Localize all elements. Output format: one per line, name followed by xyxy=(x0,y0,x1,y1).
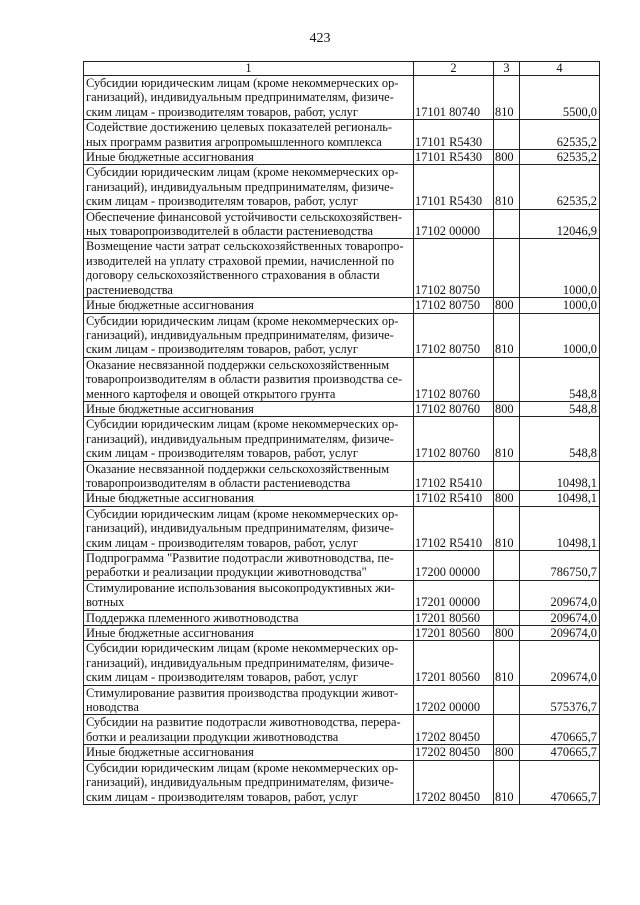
row-type: 800 xyxy=(494,298,520,313)
row-type xyxy=(494,715,520,745)
row-code: 17102 R5410 xyxy=(414,506,494,550)
table-row xyxy=(84,551,600,581)
row-name: Субсидии юридическим лицам (кроме некоммерческих ор- ганизаций), индивидуальным предпринимателям, физиче- ским лицам - производителям товаров, работ, услуг xyxy=(84,641,414,685)
table-row xyxy=(84,745,600,760)
row-code: 17101 R5430 xyxy=(414,165,494,209)
row-amount: 209674,0 xyxy=(520,610,600,625)
table-body xyxy=(84,76,600,805)
row-name: Содействие достижению целевых показателей региональ- ных программ развития агропромышленного комплекса xyxy=(84,120,414,150)
row-amount: 548,8 xyxy=(520,417,600,461)
row-code: 17201 00000 xyxy=(414,580,494,610)
table-row xyxy=(84,76,600,120)
table-row xyxy=(84,641,600,685)
row-amount: 62535,2 xyxy=(520,120,600,150)
table-row xyxy=(84,165,600,209)
row-amount: 470665,7 xyxy=(520,760,600,804)
table-row xyxy=(84,313,600,357)
table-row xyxy=(84,401,600,416)
row-amount: 209674,0 xyxy=(520,641,600,685)
row-name: Стимулирование развития производства продукции живот- новодства xyxy=(84,685,414,715)
row-type xyxy=(494,551,520,581)
table-row xyxy=(84,298,600,313)
row-name: Субсидии юридическим лицам (кроме некоммерческих ор- ганизаций), индивидуальным предпринимателям, физиче- ским лицам - производителям товаров, работ, услуг xyxy=(84,165,414,209)
table-row xyxy=(84,580,600,610)
row-code: 17102 80760 xyxy=(414,417,494,461)
row-code: 17101 R5430 xyxy=(414,120,494,150)
row-code: 17102 80760 xyxy=(414,357,494,401)
row-name: Субсидии юридическим лицам (кроме некоммерческих ор- ганизаций), индивидуальным предпринимателям, физиче- ским лицам - производителям товаров, работ, услуг xyxy=(84,76,414,120)
row-code: 17102 R5410 xyxy=(414,491,494,506)
row-type xyxy=(494,239,520,298)
row-code: 17201 80560 xyxy=(414,626,494,641)
row-type xyxy=(494,209,520,239)
row-name: Иные бюджетные ассигнования xyxy=(84,150,414,165)
row-code: 17102 00000 xyxy=(414,209,494,239)
table-row xyxy=(84,120,600,150)
row-amount: 470665,7 xyxy=(520,715,600,745)
row-type: 800 xyxy=(494,150,520,165)
column-header-4: 4 xyxy=(520,62,600,76)
row-type: 810 xyxy=(494,417,520,461)
row-code: 17202 00000 xyxy=(414,685,494,715)
budget-table xyxy=(83,61,600,805)
page-number: 423 xyxy=(309,31,331,46)
row-type xyxy=(494,580,520,610)
row-type xyxy=(494,120,520,150)
table-row xyxy=(84,506,600,550)
row-type: 810 xyxy=(494,641,520,685)
table-row xyxy=(84,610,600,625)
row-name: Иные бюджетные ассигнования xyxy=(84,626,414,641)
row-amount: 5500,0 xyxy=(520,76,600,120)
row-name: Иные бюджетные ассигнования xyxy=(84,298,414,313)
row-amount: 548,8 xyxy=(520,401,600,416)
row-name: Иные бюджетные ассигнования xyxy=(84,491,414,506)
row-amount: 786750,7 xyxy=(520,551,600,581)
table-row xyxy=(84,357,600,401)
row-amount: 10498,1 xyxy=(520,506,600,550)
row-name: Субсидии юридическим лицам (кроме некоммерческих ор- ганизаций), индивидуальным предпринимателям, физиче- ским лицам - производителям товаров, работ, услуг xyxy=(84,417,414,461)
column-header-2: 2 xyxy=(414,62,494,76)
row-code: 17200 00000 xyxy=(414,551,494,581)
row-code: 17101 R5430 xyxy=(414,150,494,165)
row-amount: 470665,7 xyxy=(520,745,600,760)
row-name: Оказание несвязанной поддержки сельскохозяйственным товаропроизводителям в области растениеводства xyxy=(84,461,414,491)
table-row xyxy=(84,239,600,298)
row-amount: 62535,2 xyxy=(520,165,600,209)
row-amount: 1000,0 xyxy=(520,239,600,298)
row-type xyxy=(494,461,520,491)
table-row xyxy=(84,715,600,745)
table-row xyxy=(84,209,600,239)
row-code: 17102 80750 xyxy=(414,239,494,298)
table-row xyxy=(84,626,600,641)
row-type xyxy=(494,357,520,401)
row-amount: 10498,1 xyxy=(520,491,600,506)
row-amount: 548,8 xyxy=(520,357,600,401)
row-code: 17201 80560 xyxy=(414,610,494,625)
table-row xyxy=(84,150,600,165)
row-code: 17202 80450 xyxy=(414,760,494,804)
table-row xyxy=(84,685,600,715)
row-name: Субсидии юридическим лицам (кроме некоммерческих ор- ганизаций), индивидуальным предпринимателям, физиче- ским лицам - производителям товаров, работ, услуг xyxy=(84,313,414,357)
row-name: Обеспечение финансовой устойчивости сельскохозяйствен- ных товаропроизводителей в области растениеводства xyxy=(84,209,414,239)
table-row xyxy=(84,417,600,461)
row-type: 810 xyxy=(494,313,520,357)
column-header-3: 3 xyxy=(494,62,520,76)
row-type: 810 xyxy=(494,506,520,550)
table-row xyxy=(84,461,600,491)
row-type xyxy=(494,685,520,715)
row-amount: 62535,2 xyxy=(520,150,600,165)
row-amount: 209674,0 xyxy=(520,580,600,610)
row-amount: 1000,0 xyxy=(520,298,600,313)
row-name: Подпрограмма "Развитие подотрасли животноводства, пе- реработки и реализации продукции животноводства" xyxy=(84,551,414,581)
table-row xyxy=(84,760,600,804)
row-type: 810 xyxy=(494,760,520,804)
row-name: Субсидии юридическим лицам (кроме некоммерческих ор- ганизаций), индивидуальным предпринимателям, физиче- ским лицам - производителям товаров, работ, услуг xyxy=(84,506,414,550)
row-type: 800 xyxy=(494,745,520,760)
row-name: Иные бюджетные ассигнования xyxy=(84,401,414,416)
row-type: 810 xyxy=(494,165,520,209)
row-name: Субсидии на развитие подотрасли животноводства, перера- ботки и реализации продукции животноводства xyxy=(84,715,414,745)
row-code: 17202 80450 xyxy=(414,715,494,745)
row-amount: 209674,0 xyxy=(520,626,600,641)
row-name: Поддержка племенного животноводства xyxy=(84,610,414,625)
row-code: 17202 80450 xyxy=(414,745,494,760)
row-code: 17101 80740 xyxy=(414,76,494,120)
row-type: 810 xyxy=(494,76,520,120)
row-name: Возмещение части затрат сельскохозяйственных товаропро- изводителей на уплату страховой премии, начисленной по договору сельскохозяйственного страхования в области растениеводства xyxy=(84,239,414,298)
row-amount: 12046,9 xyxy=(520,209,600,239)
row-name: Стимулирование использования высокопродуктивных жи- вотных xyxy=(84,580,414,610)
row-code: 17102 80750 xyxy=(414,313,494,357)
row-amount: 10498,1 xyxy=(520,461,600,491)
row-type xyxy=(494,610,520,625)
row-code: 17201 80560 xyxy=(414,641,494,685)
row-type: 800 xyxy=(494,401,520,416)
row-name: Оказание несвязанной поддержки сельскохозяйственным товаропроизводителям в области развития производства се- менного картофеля и овощей открытого грунта xyxy=(84,357,414,401)
row-code: 17102 80750 xyxy=(414,298,494,313)
row-name: Субсидии юридическим лицам (кроме некоммерческих ор- ганизаций), индивидуальным предпринимателям, физиче- ским лицам - производителям товаров, работ, услуг xyxy=(84,760,414,804)
row-amount: 1000,0 xyxy=(520,313,600,357)
row-type: 800 xyxy=(494,491,520,506)
row-code: 17102 80760 xyxy=(414,401,494,416)
table-header-row xyxy=(84,62,600,76)
row-name: Иные бюджетные ассигнования xyxy=(84,745,414,760)
column-header-1: 1 xyxy=(84,62,414,76)
row-code: 17102 R5410 xyxy=(414,461,494,491)
row-type: 800 xyxy=(494,626,520,641)
row-amount: 575376,7 xyxy=(520,685,600,715)
table-row xyxy=(84,491,600,506)
